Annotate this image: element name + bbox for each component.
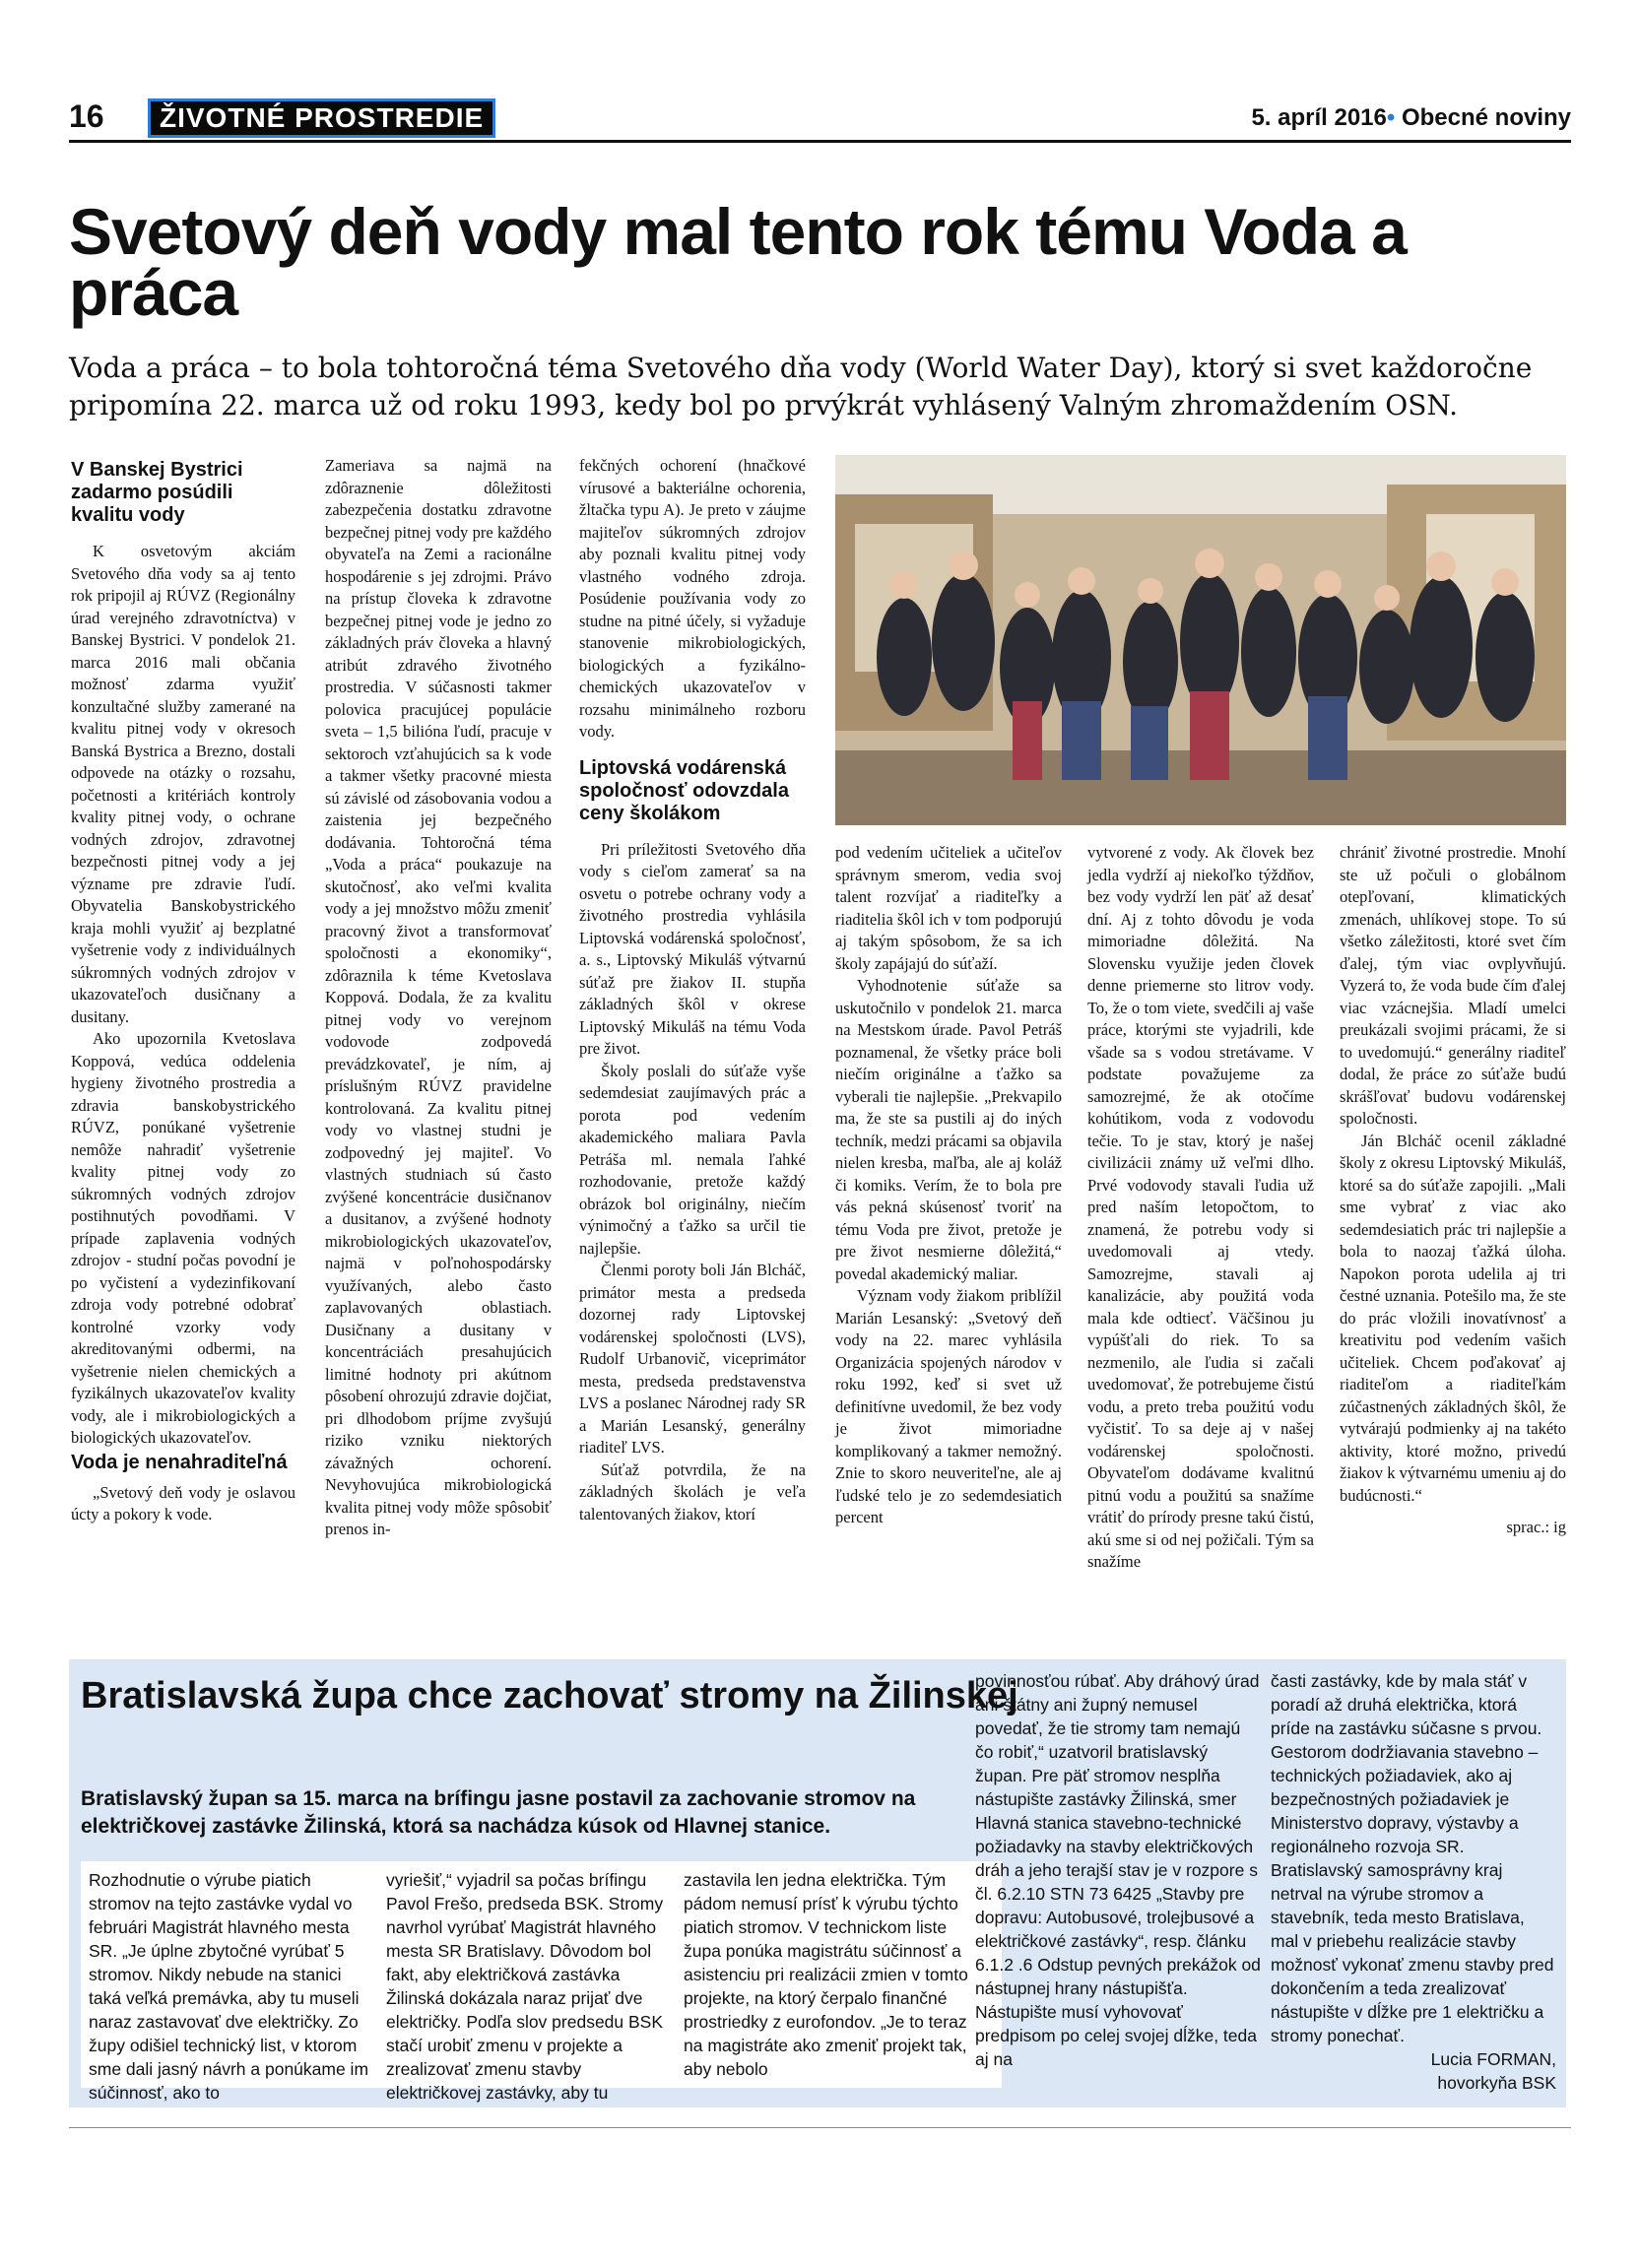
box-column-4 xyxy=(975,1669,1261,2071)
subheading-voda-nenahraditelna: Voda je nenahraditeľná xyxy=(71,1451,288,1473)
box-column-3 xyxy=(684,1868,969,2081)
box-lead: Bratislavský župan sa 15. marca na brífingu jasne postavil za zachovanie stromov na električkovej zastávke Žilinská, ktorá sa nachádza kúsok od Hlavnej stanice. xyxy=(81,1787,916,1838)
group-photo xyxy=(835,455,1566,825)
article-column-1 xyxy=(71,455,295,1526)
section-label: ŽIVOTNÉ PROSTREDIE xyxy=(150,100,493,136)
article-column-4 xyxy=(835,842,1062,1529)
box-author: Lucia FORMAN, xyxy=(1430,2049,1556,2069)
boxed-article xyxy=(69,1659,1566,2107)
paragraph: Ján Blcháč ocenil základné školy z okresu Liptovský Mikuláš, ktoré sa do súťaže zapojili. „Mali sme vybrať z viac ako sedemdesiatich prác tri najlepšie a bola to naozaj ťažká úloha. Napokon porota udelila aj tri čestné uznania. Potešilo ma, že ste do prác vložili inovatívnosť a kreativitu pod vedením vašich učiteliek. Chcem poďakovať aj riaditeľom a riaditeľkám zúčastnených základných škôl, že vytvárajú podmienky aj na takéto aktivity, ktoré možno, privedú žiakov k výtvarnému umeniu aj do budúcnosti.“ xyxy=(1340,1131,1566,1505)
article-signature: sprac.: ig xyxy=(1506,1518,1566,1536)
article-column-2 xyxy=(325,455,552,1541)
paragraph: fekčných ochorení (hnačkové vírusové a bakteriálne ochorenia, žltačka typu A). Je preto v záujme majiteľov súkromných zdrojov aby poznali kvalitu pitnej vody vlastného vodného zdroja. Posúdenie používania vody zo studne na pitné účely, si vyžaduje stanovenie mikrobiologických, biologických a fyzikálno-chemických ukazovateľov v rozsahu minimálneho rozboru vody. xyxy=(579,456,806,741)
page-number: 16 xyxy=(69,98,104,134)
paragraph: Školy poslali do súťaže vyše sedemdesiat zaujímavých prác a porota pod vedením akademického maliara Pavla Petráša ml. nemala ľahké rozhodovanie, pretože každý obrázok bol originálny, niečím výnimočný a ťažko sa určil tie najlepšie. xyxy=(579,1061,806,1258)
paragraph: Rozhodnutie o výrube piatich stromov na tejto zastávke vydal vo februári Magistrát hlavného mesta SR. „Je úplne zbytočné vyrúbať 5 stromov. Nikdy nebude na stanici taká veľká premávka, aby tu museli naraz zastavovať dve električky. Zo župy odišiel technický list, v ktorom sme dali jasný návrh a ponúkame im súčinnosť, ako to xyxy=(89,1870,369,2103)
paragraph: Zameriava sa najmä na zdôraznenie dôležitosti zabezpečenia dostatku zdravotne bezpečnej pitnej vody pre každého obyvateľa na Zemi a racionálne hospodárenie s jej zdrojmi. Právo na prístup človeka k zdravotne bezpečnej pitnej vode je jedno zo základných práv človeka a hlavný atribút zdravého životného prostredia. V súčasnosti takmer polovica pracujúcej populácie sveta – 1,5 bilióna ľudí, pracuje v sektoroch vzťahujúcich sa k vode a takmer všetky pracovné miesta sú závislé od zásobovania vodou a zaistenia jej bezpečného dodávania. Tohtoročná téma „Voda a práca“ poukazuje na skutočnosť, ako veľmi kvalita vody a jej množstvo môžu zmeniť pracovný život a transformovať spoločnosti a ekonomiky“, zdôraznila k téme Kvetoslava Koppová. Dodala, že za kvalitu pitnej vody vo verejnom vodovode zodpovedá prevádzkovateľ, je ním, aj príslušným RÚVZ pravidelne kontrolovaná. Za kvalitu pitnej vody vo vlastnej studni je zodpovedný jej majiteľ. Vo vlastných studniach sú často zvýšené koncentrácie dusičnanov a dusitanov, a zvýšené hodnoty mikrobiologických ukazovateľov, najmä v poľnohospodársky využívaných, alebo často zaplavovaných oblastiach. Dusičnany a dusitany v koncentráciách presahujúcich limitné hodnoty pri akútnom pôsobení ohrozujú zdravie dojčiat, pri dlhodobom príjme zvyšujú riziko vzniku niektorých závažných ochorení. Nevyhovujúca mikrobiologická kvalita pitnej vody môže spôsobiť prenos in- xyxy=(325,456,552,1538)
paragraph: Význam vody žiakom priblížil Marián Lesanský: „Svetový deň vody na 22. marec vyhlásila Organizácia spojených národov v roku 1992, keď si svet už definitívne uvedomil, že bez vody je život mimoriadne komplikovaný a takmer nemožný. Znie to skoro neuveriteľne, ale aj ľudské telo je zo sedemdesiatich percent xyxy=(835,1286,1062,1526)
box-column-1 xyxy=(89,1868,374,2105)
dateline xyxy=(1251,104,1571,132)
article-title: Svetový deň vody mal tento rok tému Voda a práca xyxy=(69,195,1407,329)
bottom-rule xyxy=(69,2127,1571,2128)
separator-dot: • xyxy=(1386,104,1396,131)
article-column-3 xyxy=(579,455,806,1525)
paragraph: Vyhodnotenie súťaže sa uskutočnilo v pondelok 21. marca na Mestskom úrade. Pavol Petráš poznamenal, že všetky práce boli niečím originálne a ťažko sa vyberali tie najlepšie. „Prekvapilo ma, že ste sa pustili aj do iných techník, medzi prácami sa objavila nielen kresba, maľba, ale aj koláž či komiks. Verím, že to bola pre vás pekná skúsenosť tvoriť na tému Voda pre život, pretože je pre život nesmierne dôležitá,“ povedal akademický maliar. xyxy=(835,976,1062,1283)
paragraph: Členmi poroty boli Ján Blcháč, primátor mesta a predseda dozornej rady Liptovskej vodárenskej spoločnosti (LVS), Rudolf Urbanovič, viceprimátor mesta, predseda predstavenstva LVS a poslanec Národnej rady SR a Marián Lesanský, generálny riaditeľ LVS. xyxy=(579,1261,806,1457)
paragraph: „Svetový deň vody je oslavou úcty a pokory k vode. xyxy=(71,1482,295,1523)
publication-name: Obecné noviny xyxy=(1401,104,1571,131)
box-column-5 xyxy=(1271,1669,1556,2095)
issue-date: 5. apríl 2016 xyxy=(1251,104,1387,131)
paragraph: Súťaž potvrdila, že na základných školách je veľa talentovaných žiakov, ktorí xyxy=(579,1459,806,1523)
paragraph: pod vedením učiteliek a učiteľov správnym smerom, vedia svoj talent rozvíjať a riaditeľky a riaditelia škôl ich v tom podporujú aj takým spôsobom, že sa ich školy zapájajú do súťaží. xyxy=(835,843,1062,973)
paragraph: vytvorené z vody. Ak človek bez jedla vydrží aj niekoľko týždňov, bez vody vydrží len päť až desať dní. Aj z tohto dôvodu je voda mimoriadne dôležitá. Na Slovensku využije jeden človek denne priemerne sto litrov vody. To, že o tom viete, svedčili aj vaše práce, ktorými ste vyjadrili, kde všade sa s vodou stretávame. V podstate považujeme za samozrejmé, že ak otočíme kohútikom, voda z vodovodu tečie. To je stav, ktorý je našej civilizácii známy už veľmi dlho. Prvé vodovody stavali ľudia už pred naším letopočtom, to znamená, že potrebu vody si uvedomovali aj vtedy. Samozrejme, stavali aj kanalizácie, aby použitá voda mala kde odtiecť. Väčšinou ju vypúšťali do riek. To sa nezmenilo, ale ľudia si začali uvedomovať, že potrebujeme čistú vodu, a preto treba použitú vodu vyčistiť. To sa deje aj v našej vodárenskej spoločnosti. Obyvateľom dodávame kvalitnú pitnú vodu a použitú sa snažíme vrátiť do prírody presne takú čistú, akú sme si od nej požičali. Tým sa snažíme xyxy=(1087,843,1314,1571)
paragraph: povinnosťou rúbať. Aby dráhový úrad ani štátny ani župný nemusel povedať, že tie stromy tam nemajú čo robiť,“ uzatvoril bratislavský župan. Pre päť stromov nesplňa nástupište zastávky Žilinská, smer Hlavná stanica stavebno-technické požiadavky na stavby električkových dráh a jeho terajší stav je v rozpore s čl. 6.2.10 STN 73 6425 „Stavby pre dopravu: Autobusové, trolejbusové a električkové zastávky“, resp. článku 6.1.2 .6 Odstup pevných prekážok od nástupnej hrany nástupišťa. Nástupište musí vyhovovať predpisom po celej svojej dĺžke, teda aj na xyxy=(975,1671,1261,2069)
paragraph: chrániť životné prostredie. Mnohí ste už počuli o globálnom otepľovaní, klimatických zmenách, uhlíkovej stope. To sú všetko záležitosti, ktoré svet čím ďalej, tým viac ovplyvňujú. Vyzerá to, že voda bude čím ďalej viac vzácnejšia. Mladí umelci preukázali svojimi prácami, že si to uvedomujú.“ generálny riaditeľ dodal, že práce zo súťaže budú skrášľovať budovu vodárenskej spoločnosti. xyxy=(1340,843,1566,1128)
paragraph: Ako upozornila Kvetoslava Koppová, vedúca oddelenia hygieny životného prostredia a zdravia banskobystrického RÚVZ, ponúkané vyšetrenie nemôže nahradiť vyšetrenie kvality pitnej vody zo súkromných vodných zdrojov postihnutých povodňami. V prípade zaplavenia vodných zdrojov - studní počas povodní je po vyčistení a vydezinfikovaní zdroja vody potrebné odobrať kontrolné vzorky vody akreditovanými odbermi, na vyšetrenie nielen chemických a fyzikálnych ukazovateľov kvality vody, ale i mikrobiologických a biologických ukazovateľov. xyxy=(71,1029,295,1447)
box-author-role: hovorkyňa BSK xyxy=(1437,2073,1556,2093)
article-lead: Voda a práca – to bola tohtoročná téma Svetového dňa vody (World Water Day), ktorý si svet každoročne pripomína 22. marca už od roku 1993, kedy bol po prvýkrát vyhlásený Valným zhromaždením OSN. xyxy=(69,352,1533,421)
paragraph: Pri príležitosti Svetového dňa vody s cieľom zamerať sa na osvetu o potrebe ochrany vody a životného prostredia vyhlásila Liptovská vodárenská spoločnosť, a. s., Liptovský Mikuláš výtvarnú súťaž pre žiakov II. stupňa základných škôl v okrese Liptovský Mikuláš na tému Voda pre život. xyxy=(579,839,806,1058)
box-title: Bratislavská župa chce zachovať stromy na Žilinskej xyxy=(81,1675,1018,1717)
box-column-2 xyxy=(386,1868,672,2105)
paragraph: časti zastávky, kde by mala stáť v poradí až druhá električka, ktorá príde na zastávku súčasne s prvou. Gestorom dodržiavania stavebno – technických požiadaviek, ako aj bezpečnostných požiadaviek je Ministerstvo dopravy, výstavby a regionálneho rozvoja SR. Bratislavský samosprávny kraj netrval na výrube stromov a stavebník, teda mesto Bratislava, mal v priebehu realizácie stavby možnosť vykonať zmenu stavby pred dokončením a teda zrealizovať nástupište v dĺžke pre 1 električku a stromy ponechať. xyxy=(1271,1671,1554,2045)
paragraph: K osvetovým akciám Svetového dňa vody sa aj tento rok pripojil aj RÚVZ (Regionálny úrad verejného zdravotníctva) v Banskej Bystrici. V pondelok 21. marca 2016 mali občania možnosť zdarma využiť konzultačné služby zamerané na kvalitu pitnej vody v okresoch Banská Bystrica a Brezno, dostali odpovede na otázky o rozsahu, početnosti a kritériách kontroly kvality pitnej vody, o ochrane vodných zdrojov, zdravotnej bezpečnosti pitnej vody a jej význame pre zdravie ľudí. Obyvatelia Banskobystrického kraja mohli využiť aj bezplatné vyšetrenie vody z individuálnych súkromných vodných zdrojov v ukazovateľoch dusičnany a dusitany. xyxy=(71,542,295,1026)
paragraph: vyriešiť,“ vyjadril sa počas brífingu Pavol Frešo, predseda BSK. Stromy navrhol vyrúbať Magistrát hlavného mesta SR Bratislavy. Dôvodom bol fakt, aby električková zastávka Žilinská dokázala naraz prijať dve električky. Podľa slov predsedu BSK stačí urobiť zmenu v projekte a zrealizovať zmenu stavby električkovej zastávky, aby tu xyxy=(386,1870,664,2103)
paragraph: zastavila len jedna električka. Tým pádom nemusí prísť k výrubu týchto piatich stromov. V technickom liste župa ponúka magistrátu súčinnosť a asistenciu pri realizácii zmien v tomto projekte, na ktorý čerpalo finančné prostriedky z eurofondov. „Je to teraz na magistráte ako zmeniť projekt tak, aby nebolo xyxy=(684,1870,968,2079)
group-photo-image xyxy=(835,455,1566,825)
article-column-5 xyxy=(1087,842,1314,1574)
subheading-banska-bystrica: V Banskej Bystrici zadarmo posúdili kvalitu vody xyxy=(71,459,243,526)
page-header xyxy=(69,97,1571,143)
subheading-liptovska-vodarenska: Liptovská vodárenská spoločnosť odovzdala ceny školákom xyxy=(579,756,789,824)
article-column-6 xyxy=(1340,842,1566,1539)
